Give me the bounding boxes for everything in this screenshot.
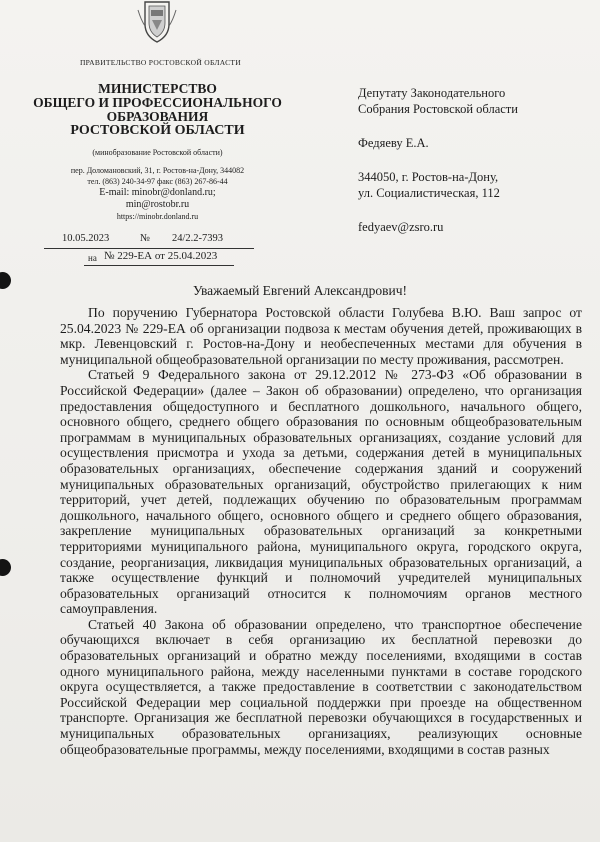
- registration-number-sign: №: [140, 233, 151, 244]
- body-paragraph: По поручению Губернатора Ростовской области Голубева В.Ю. Ваш запрос от 25.04.2023 № 229-ЕА об организации подвоза к местам обучения детей, проживающих в мкр. Левенцовский г. Ростов-на-Дону и необеспеченных местами для обучения в муниципальной общеобразовательной организации по месту проживания, рассмотрен.: [60, 305, 582, 367]
- registration-date: 10.05.2023: [62, 233, 110, 244]
- ministry-phones: тел. (863) 240-34-97 факс (863) 267-86-44: [87, 177, 228, 186]
- letter-body: [60, 305, 582, 757]
- recipient-name: Федяеву Е.А.: [358, 136, 429, 150]
- registration-number: 24/2.2-7393: [172, 233, 224, 244]
- ministry-short-name: (минобразование Ростовской области): [92, 148, 223, 157]
- reply-reference: № 229-ЕА от 25.04.2023: [104, 250, 218, 262]
- recipient-block: [358, 85, 588, 235]
- recipient-organization: Собрания Ростовской области: [358, 102, 518, 116]
- recipient-position: Депутату Законодательного: [358, 86, 506, 100]
- ministry-line: МИНИСТЕРСТВО: [98, 81, 217, 96]
- ministry-website: https://minobr.donland.ru: [116, 212, 199, 221]
- ministry-line: ОБРАЗОВАНИЯ: [106, 109, 209, 124]
- body-paragraph: Статьей 40 Закона об образовании определено, что транспортное обеспечение обучающихся включает в себя организацию их бесплатной перевозки до образовательных организаций и обратно между поселениями, входящими в состав одного муниципального района, между населенными пунктами в составе городского округа осуществляется, а также предоставление в соответствии с законодательством Российской Федерации мер социальной поддержки при проезде на общественном транспорте. Организация же бесплатной перевозки обучающихся в государственных и муниципальных образовательных организациях, реализующих основные общеобразовательные программы, между поселениями, входящими в состав разных: [60, 616, 582, 757]
- salutation: Уважаемый Евгений Александрович!: [192, 283, 408, 298]
- recipient-address-street: ул. Социалистическая, 112: [358, 186, 500, 200]
- coat-of-arms-emblem: [135, 0, 179, 44]
- ministry-contacts: [40, 165, 275, 222]
- ministry-email-alt: min@rostobr.ru: [125, 199, 190, 210]
- recipient-email: fedyaev@zsro.ru: [358, 220, 444, 234]
- government-line: ПРАВИТЕЛЬСТВО РОСТОВСКОЙ ОБЛАСТИ: [79, 58, 242, 67]
- ministry-name: [30, 82, 285, 138]
- ministry-line: ОБЩЕГО И ПРОФЕССИОНАЛЬНОГО: [33, 95, 282, 110]
- ministry-email: E-mail: minobr@donland.ru;: [99, 187, 216, 198]
- body-paragraph: Статьей 9 Федерального закона от 29.12.2012 № 273-ФЗ «Об образовании в Российской Федерации» (далее – Закон об образовании) определено, что организация предоставления общедоступного и бесплатного дошкольного, начального общего, основного общего, среднего общего образования по основным общеобразовательным программам в муниципальных образовательных организациях, создание условий для осуществления присмотра и ухода за детьми, содержания детей в муниципальных образовательных организациях, обеспечение содержания зданий и сооружений муниципальных образовательных организаций, обустройство прилегающих к ним территорий, учет детей, подлежащих обучению по образовательным программам дошкольного, начального общего, основного общего и среднего общего образования, закрепление муниципальных образовательных организаций за конкретными территориями муниципального района, муниципального округа, городского округа, создание, реорганизация, ликвидация муниципальных образовательных организаций, а также осуществление функций и полномочий учредителей муниципальных образовательных организаций относится к полномочиям органов местного самоуправления.: [60, 367, 582, 617]
- registration-underline: [44, 248, 254, 249]
- ministry-address: пер. Доломановский, 31, г. Ростов-на-Дону, 344082: [70, 166, 245, 175]
- reply-underline: [84, 265, 234, 266]
- reply-prefix: на: [88, 253, 97, 263]
- punch-hole: [0, 559, 11, 576]
- recipient-address-city: 344050, г. Ростов-на-Дону,: [358, 170, 499, 184]
- ministry-line: РОСТОВСКОЙ ОБЛАСТИ: [70, 123, 245, 138]
